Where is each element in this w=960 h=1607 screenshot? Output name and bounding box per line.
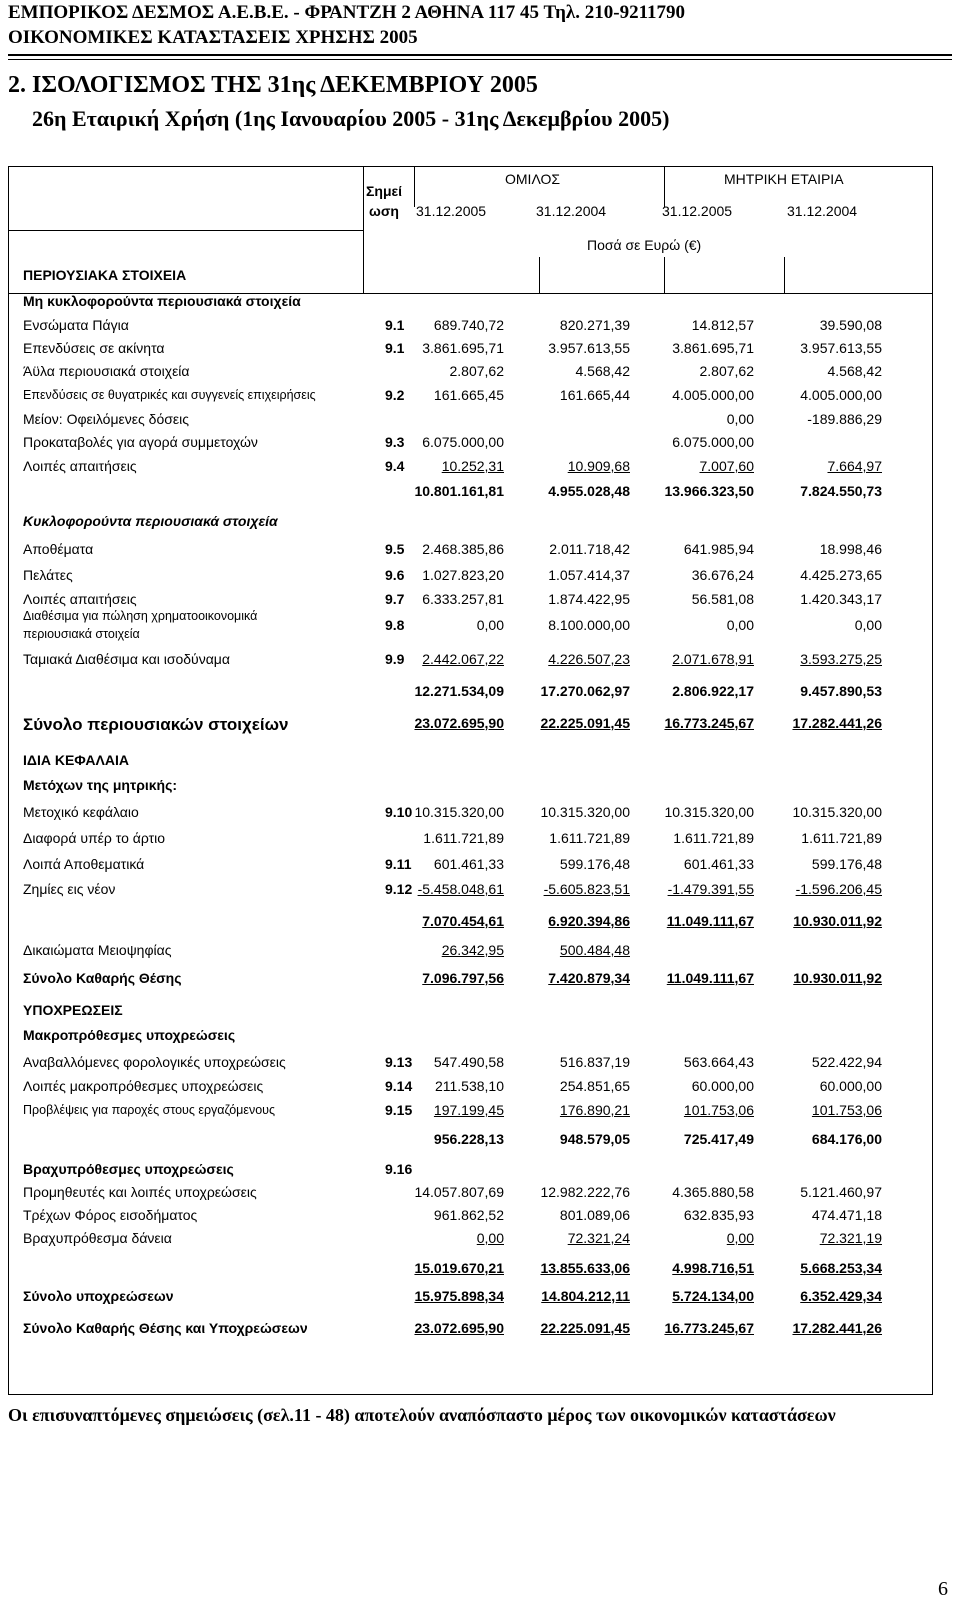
amount-cell: 4.226.507,23: [548, 651, 630, 667]
amount-cell: 4.568,42: [575, 363, 630, 379]
note-ref: 9.9: [385, 651, 405, 667]
amount-cell: 2.468.385,86: [422, 541, 504, 557]
amount-cell: 254.851,65: [559, 1078, 630, 1094]
note-ref: 9.6: [385, 567, 405, 583]
amount-cell: 4.568,42: [827, 363, 882, 379]
row-label-cont: περιουσιακά στοιχεία: [23, 627, 140, 641]
amount-cell: 7.007,60: [699, 458, 754, 474]
row-label: Βραχυπρόθεσμα δάνεια: [23, 1230, 172, 1246]
row-label: Αποθέματα: [23, 541, 94, 557]
amount-cell: 1.874.422,95: [548, 591, 630, 607]
amount-cell: 961.862,52: [433, 1207, 504, 1223]
amount-cell: 10.909,68: [567, 458, 630, 474]
row-label: Μακροπρόθεσμες υποχρεώσεις: [23, 1027, 236, 1043]
row-label: Πελάτες: [23, 567, 73, 583]
column-divider: [363, 167, 364, 294]
amount-cell: 101.753,06: [811, 1102, 882, 1118]
column-divider: [539, 257, 540, 294]
amount-cell: 956.228,13: [433, 1131, 504, 1147]
page-title: 2. ΙΣΟΛΟΓΙΣΜΟΣ ΤΗΣ 31ης ΔΕΚΕΜΒΡΙΟΥ 2005: [8, 72, 538, 98]
amount-cell: 1.611.721,89: [423, 830, 504, 846]
amount-cell: 14.812,57: [691, 317, 754, 333]
amount-cell: 725.417,49: [683, 1131, 754, 1147]
note-ref: 9.12: [385, 881, 413, 897]
amount-cell: 6.352.429,34: [800, 1288, 882, 1304]
amount-cell: 7.824.550,73: [800, 483, 882, 499]
amount-cell: 17.282.441,26: [792, 1320, 882, 1336]
group-header: ΟΜΙΛΟΣ: [505, 171, 561, 187]
row-label: Μετόχων της μητρικής:: [23, 777, 178, 793]
amount-cell: 60.000,00: [691, 1078, 754, 1094]
note-ref: 9.7: [385, 591, 405, 607]
header-divider: [9, 230, 363, 231]
amount-cell: 3.861.695,71: [422, 340, 504, 356]
note-header-cont: ωση: [369, 203, 399, 219]
amount-cell: 500.484,48: [559, 942, 630, 958]
date-col-1: 31.12.2005: [416, 203, 487, 219]
amount-cell: 689.740,72: [433, 317, 504, 333]
amount-cell: 3.957.613,55: [548, 340, 630, 356]
row-label: Σύνολο περιουσιακών στοιχείων: [23, 715, 289, 734]
amount-cell: 4.955.028,48: [548, 483, 630, 499]
row-label: Μη κυκλοφορούντα περιουσιακά στοιχεία: [23, 293, 301, 309]
footnote: Οι επισυναπτόμενες σημειώσεις (σελ.11 - 48) αποτελούν αναπόσπαστο μέρος των οικονομικών καταστάσεων: [8, 1405, 836, 1425]
amount-cell: 10.930.011,92: [793, 970, 882, 986]
row-label: Προμηθευτές και λοιπές υποχρεώσεις: [23, 1184, 257, 1200]
document-subtitle: ΟΙΚΟΝΟΜΙΚΕΣ ΚΑΤΑΣΤΑΣΕΙΣ ΧΡΗΣΗΣ 2005: [8, 27, 418, 48]
amount-cell: 14.804.212,11: [541, 1288, 630, 1304]
amount-cell: 16.773.245,67: [664, 1320, 754, 1336]
amount-cell: 0,00: [476, 617, 504, 633]
amount-cell: 15.019.670,21: [414, 1260, 504, 1276]
note-ref: 9.10: [385, 804, 413, 820]
amount-cell: 1.611.721,89: [801, 830, 882, 846]
fiscal-period: 26η Εταιρική Χρήση (1ης Ιανουαρίου 2005 - 31ης Δεκεμβρίου 2005): [32, 106, 670, 131]
row-label: Δικαιώματα Μειοψηφίας: [23, 942, 172, 958]
amount-cell: 22.225.091,45: [540, 715, 630, 731]
amount-cell: 1.027.823,20: [422, 567, 504, 583]
amount-cell: 6.075.000,00: [672, 434, 754, 450]
amount-cell: 2.806.922,17: [672, 683, 754, 699]
row-label: Μείον: Οφειλόμενες δόσεις: [23, 411, 189, 427]
amount-cell: 10.315.320,00: [540, 804, 630, 820]
amount-cell: 601.461,33: [433, 856, 504, 872]
amount-cell: 11.049.111,67: [666, 970, 754, 986]
amount-cell: 4.005.000,00: [672, 387, 754, 403]
date-col-4: 31.12.2004: [787, 203, 858, 219]
amount-cell: 12.271.534,09: [414, 683, 504, 699]
amount-cell: 2.071.678,91: [672, 651, 754, 667]
row-label: Κυκλοφορούντα περιουσιακά στοιχεία: [23, 513, 278, 529]
amount-cell: 3.861.695,71: [672, 340, 754, 356]
note-ref: 9.5: [385, 541, 405, 557]
amount-cell: 26.342,95: [441, 942, 504, 958]
amount-cell: 161.665,44: [559, 387, 630, 403]
amount-cell: 599.176,48: [811, 856, 882, 872]
row-label: Λοιπές μακροπρόθεσμες υποχρεώσεις: [23, 1078, 264, 1094]
amount-cell: 522.422,94: [811, 1054, 882, 1070]
amount-cell: 7.070.454,61: [422, 913, 504, 929]
amount-cell: 8.100.000,00: [548, 617, 630, 633]
amount-cell: 2.442.067,22: [422, 651, 504, 667]
amount-cell: 197.199,45: [433, 1102, 504, 1118]
amount-cell: 6.075.000,00: [422, 434, 504, 450]
amount-cell: 7.664,97: [827, 458, 882, 474]
currency-note: Ποσά σε Ευρώ (€): [587, 237, 702, 253]
amount-cell: 10.315.320,00: [664, 804, 754, 820]
amount-cell: 632.835,93: [683, 1207, 754, 1223]
row-label: Επενδύσεις σε ακίνητα: [23, 340, 165, 356]
note-ref: 9.4: [385, 458, 405, 474]
amount-cell: 13.855.633,06: [540, 1260, 630, 1276]
row-label: Σύνολο Καθαρής Θέσης: [23, 970, 182, 986]
amount-cell: 599.176,48: [559, 856, 630, 872]
amount-cell: 601.461,33: [683, 856, 754, 872]
column-divider: [414, 167, 415, 207]
amount-cell: 516.837,19: [559, 1054, 630, 1070]
amount-cell: 7.420.879,34: [548, 970, 630, 986]
amount-cell: 161.665,45: [433, 387, 504, 403]
amount-cell: 801.089,06: [559, 1207, 630, 1223]
amount-cell: 176.890,21: [559, 1102, 630, 1118]
row-label: ΠΕΡΙΟΥΣΙΑΚΑ ΣΤΟΙΧΕΙΑ: [23, 267, 187, 283]
amount-cell: 6.333.257,81: [422, 591, 504, 607]
row-label: Λοιπές απαιτήσεις: [23, 591, 137, 607]
amount-cell: 10.930.011,92: [793, 913, 882, 929]
amount-cell: 3.593.275,25: [800, 651, 882, 667]
amount-cell: 14.057.807,69: [414, 1184, 504, 1200]
row-label: Αναβαλλόμενες φορολογικές υποχρεώσεις: [23, 1054, 286, 1070]
amount-cell: 10.801.161,81: [414, 483, 504, 499]
amount-cell: -5.458.048,61: [417, 881, 504, 897]
row-label: Προκαταβολές για αγορά συμμετοχών: [23, 434, 258, 450]
note-ref: 9.11: [385, 856, 412, 872]
row-label: Βραχυπρόθεσμες υποχρεώσεις: [23, 1161, 234, 1177]
date-col-3: 31.12.2005: [662, 203, 733, 219]
amount-cell: 17.270.062,97: [540, 683, 630, 699]
note-ref: 9.14: [385, 1078, 413, 1094]
amount-cell: 0,00: [476, 1230, 504, 1246]
amount-cell: 641.985,94: [683, 541, 754, 557]
amount-cell: 1.611.721,89: [673, 830, 754, 846]
note-ref: 9.1: [385, 317, 405, 333]
amount-cell: 4.425.273,65: [800, 567, 882, 583]
amount-cell: 6.920.394,86: [548, 913, 630, 929]
amount-cell: 0,00: [854, 617, 882, 633]
note-ref: 9.8: [385, 617, 405, 633]
amount-cell: 23.072.695,90: [414, 1320, 504, 1336]
amount-cell: 2.807,62: [449, 363, 504, 379]
note-ref: 9.3: [385, 434, 405, 450]
header-rule-thin: [8, 59, 952, 60]
amount-cell: 684.176,00: [811, 1131, 882, 1147]
row-label: Διαθέσιμα για πώληση χρηματοοικονομικά: [23, 609, 258, 623]
column-divider: [664, 167, 665, 207]
row-label: Σύνολο υποχρεώσεων: [23, 1288, 174, 1304]
row-label: Μετοχικό κεφάλαιο: [23, 804, 139, 820]
row-label: Ενσώματα Πάγια: [23, 317, 129, 333]
amount-cell: 547.490,58: [433, 1054, 504, 1070]
amount-cell: 72.321,24: [567, 1230, 630, 1246]
amount-cell: 4.365.880,58: [672, 1184, 754, 1200]
note-ref: 9.16: [385, 1161, 413, 1177]
amount-cell: 56.581,08: [691, 591, 754, 607]
amount-cell: 1.420.343,17: [800, 591, 882, 607]
row-label: Προβλέψεις για παροχές στους εργαζόμενους: [23, 1103, 276, 1117]
amount-cell: 5.668.253,34: [800, 1260, 882, 1276]
amount-cell: 211.538,10: [434, 1078, 504, 1094]
amount-cell: 15.975.898,34: [414, 1288, 504, 1304]
amount-cell: 10.315.320,00: [414, 804, 504, 820]
amount-cell: 36.676,24: [691, 567, 754, 583]
amount-cell: 1.611.721,89: [549, 830, 630, 846]
amount-cell: 13.966.323,50: [664, 483, 754, 499]
amount-cell: 7.096.797,56: [422, 970, 504, 986]
amount-cell: 9.457.890,53: [800, 683, 882, 699]
row-label: Λοιπές απαιτήσεις: [23, 458, 137, 474]
amount-cell: 820.271,39: [559, 317, 630, 333]
row-label: Τρέχων Φόρος εισοδήματος: [23, 1207, 198, 1223]
amount-cell: 1.057.414,37: [548, 567, 630, 583]
note-header: Σημεί: [366, 183, 403, 199]
amount-cell: 0,00: [726, 1230, 754, 1246]
amount-cell: 23.072.695,90: [414, 715, 504, 731]
amount-cell: -1.479.391,55: [667, 881, 754, 897]
amount-cell: -189.886,29: [807, 411, 882, 427]
amount-cell: 0,00: [726, 411, 754, 427]
note-ref: 9.2: [385, 387, 405, 403]
amount-cell: 3.957.613,55: [800, 340, 882, 356]
balance-sheet-table: [8, 166, 933, 1395]
parent-company-header: ΜΗΤΡΙΚΗ ΕΤΑΙΡΙΑ: [724, 171, 844, 187]
page-number: 6: [938, 1578, 948, 1600]
row-label: Ζημίες εις νέον: [23, 881, 116, 897]
amount-cell: -1.596.206,45: [795, 881, 882, 897]
amount-cell: 474.471,18: [811, 1207, 882, 1223]
amount-cell: 948.579,05: [559, 1131, 630, 1147]
row-label: Επενδύσεις σε θυγατρικές και συγγενείς επιχειρήσεις: [23, 388, 316, 402]
row-label: Λοιπά Αποθεματικά: [23, 856, 145, 872]
amount-cell: 4.998.716,51: [672, 1260, 754, 1276]
row-label: Σύνολο Καθαρής Θέσης και Υποχρεώσεων: [23, 1320, 308, 1336]
row-label: ΙΔΙΑ ΚΕΦΑΛΑΙΑ: [23, 752, 129, 768]
column-divider: [784, 257, 785, 294]
date-col-2: 31.12.2004: [536, 203, 607, 219]
amount-cell: 4.005.000,00: [800, 387, 882, 403]
amount-cell: 39.590,08: [819, 317, 882, 333]
amount-cell: 2.011.718,42: [549, 541, 630, 557]
amount-cell: 0,00: [726, 617, 754, 633]
note-ref: 9.13: [385, 1054, 413, 1070]
amount-cell: 2.807,62: [699, 363, 754, 379]
amount-cell: 18.998,46: [819, 541, 882, 557]
row-label: Ταμιακά Διαθέσιμα και ισοδύναμα: [23, 651, 230, 667]
row-label: Άϋλα περιουσιακά στοιχεία: [23, 363, 190, 379]
amount-cell: 72.321,19: [819, 1230, 882, 1246]
amount-cell: 22.225.091,45: [540, 1320, 630, 1336]
row-label: Διαφορά υπέρ το άρτιο: [23, 830, 166, 846]
row-label: ΥΠΟΧΡΕΩΣΕΙΣ: [23, 1002, 123, 1018]
header-rule: [8, 54, 952, 56]
amount-cell: 5.724.134,00: [672, 1288, 754, 1304]
amount-cell: 60.000,00: [819, 1078, 882, 1094]
amount-cell: 10.252,31: [441, 458, 504, 474]
amount-cell: 5.121.460,97: [800, 1184, 882, 1200]
amount-cell: -5.605.823,51: [543, 881, 630, 897]
amount-cell: 10.315.320,00: [792, 804, 882, 820]
amount-cell: 101.753,06: [683, 1102, 754, 1118]
amount-cell: 12.982.222,76: [540, 1184, 630, 1200]
amount-cell: 17.282.441,26: [792, 715, 882, 731]
amount-cell: 563.664,43: [683, 1054, 754, 1070]
note-ref: 9.1: [385, 340, 405, 356]
company-header: ΕΜΠΟΡΙΚΟΣ ΔΕΣΜΟΣ Α.Ε.Β.Ε. - ΦΡΑΝΤΖΗ 2 ΑΘΗΝΑ 117 45 Τηλ. 210-9211790: [8, 2, 686, 23]
column-divider: [664, 257, 665, 294]
amount-cell: 11.049.111,67: [666, 913, 754, 929]
note-ref: 9.15: [385, 1102, 413, 1118]
amount-cell: 16.773.245,67: [664, 715, 754, 731]
